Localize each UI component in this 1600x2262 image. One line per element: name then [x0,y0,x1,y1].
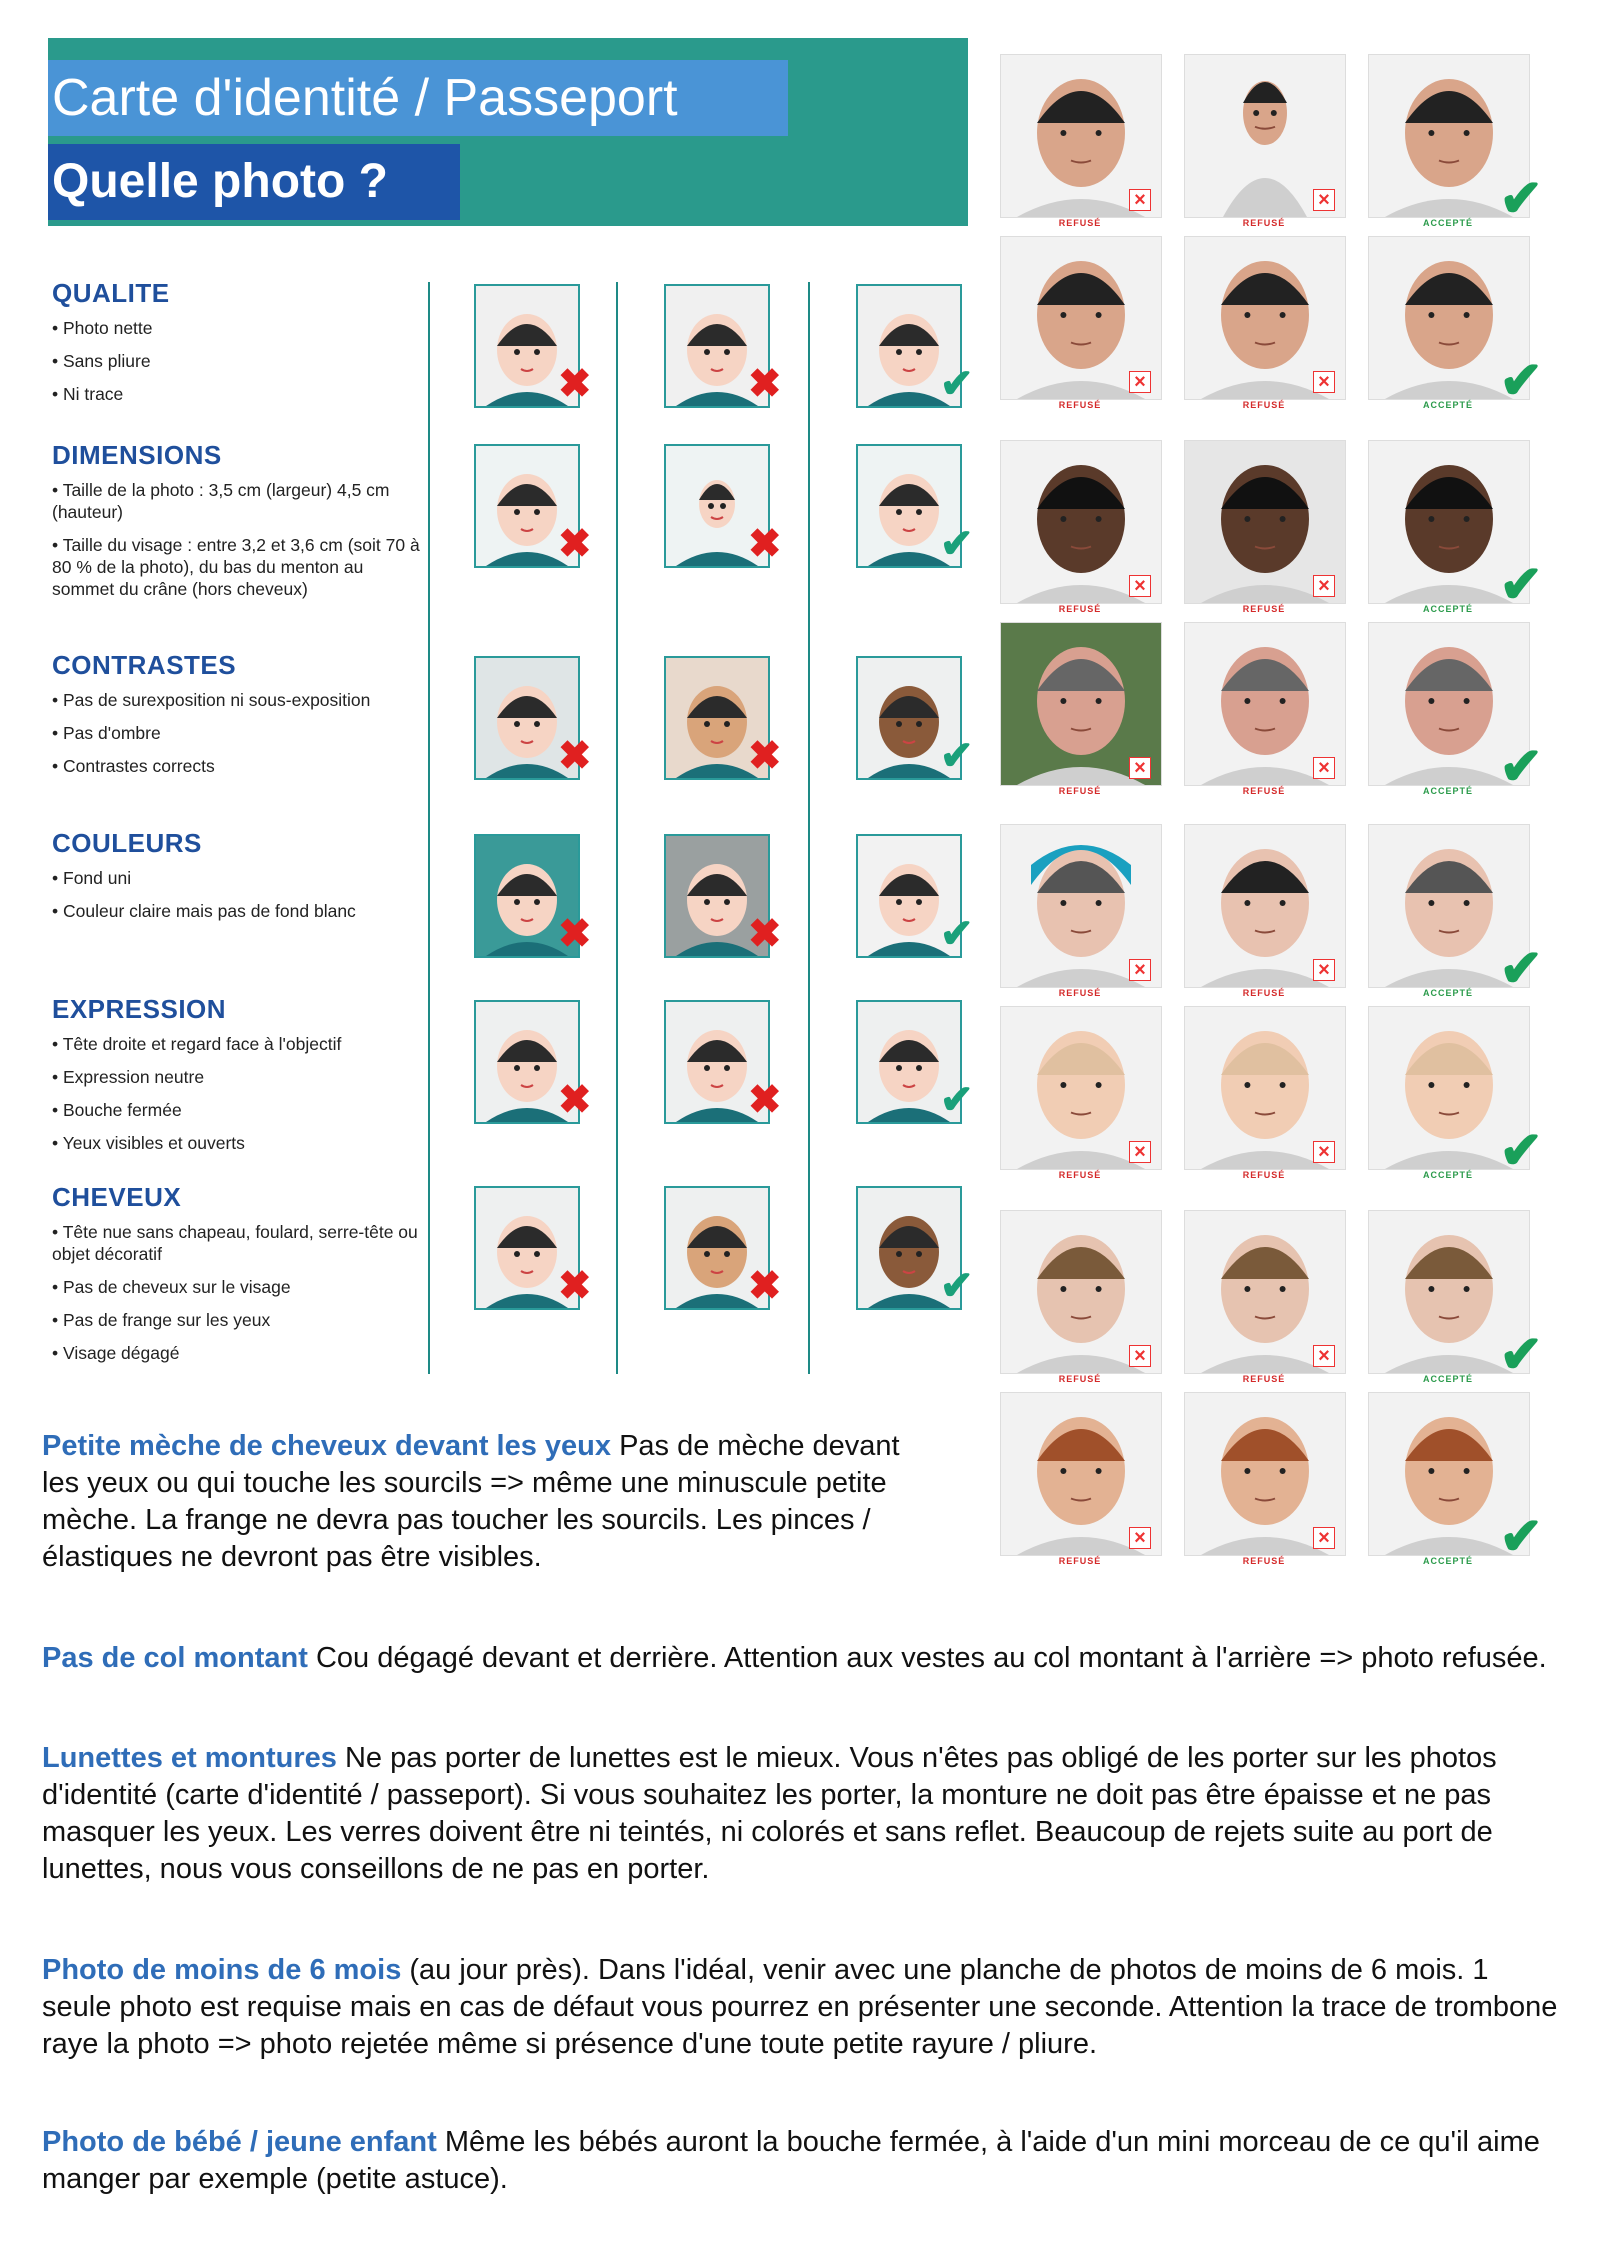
illustration-tile [474,1000,592,1124]
bullet: • Tête nue sans chapeau, foulard, serre-tête ou objet décoratif [52,1221,422,1265]
column-divider [428,282,430,1374]
accepted-check-icon: ✔ [1499,352,1543,410]
illustration-tile [474,656,592,780]
note-lunettes [42,1740,1562,1888]
category-couleurs [52,828,422,933]
example-photo [1184,824,1346,988]
refused-cross-icon: × [1129,189,1151,211]
note-meche [42,1428,932,1576]
bullet: • Expression neutre [52,1066,422,1088]
refused-cross-icon: × [1313,371,1335,393]
column-divider [808,282,810,1374]
accepted-label: ACCEPTÉ [1422,218,1473,228]
refused-cross-icon: × [1129,1345,1151,1367]
note-text: Pas de mèche devant les yeux ou qui touche les sourcils => même une minuscule petite mèche. La frange ne devra pas toucher les sourcils. Les pinces / élastiques ne devront pas être visibles. [42,1430,900,1573]
refused-cross-icon: ✖ [748,1078,782,1122]
bullet: • Couleur claire mais pas de fond blanc [52,900,422,922]
illustration-tile [664,444,782,568]
refused-cross-icon: ✖ [748,734,782,778]
illustration-tile [474,284,592,408]
category-title: CHEVEUX [52,1182,182,1212]
example-photo [1184,1210,1346,1374]
refused-label: REFUSÉ [1242,1556,1286,1566]
bullet: • Bouche fermée [52,1099,422,1121]
refused-cross-icon: × [1313,757,1335,779]
bullet: • Photo nette [52,317,422,339]
refused-label: REFUSÉ [1242,1170,1286,1180]
refused-label: REFUSÉ [1058,1374,1102,1384]
bullet: • Pas d'ombre [52,722,422,744]
illustration-tile [664,1000,782,1124]
category-contrastes [52,650,422,788]
bullet: • Fond uni [52,867,422,889]
refused-label: REFUSÉ [1058,604,1102,614]
bullet: • Sans pliure [52,350,422,372]
note-text: (au jour près). Dans l'idéal, venir avec une planche de photos de moins de 6 mois. 1 seule photo est requise mais en cas de défaut vous pourrez en présenter une seconde. Attention la trace de trombone raye la photo => photo rejetée même si présence d'une toute petite rayure / pliure. [42,1954,1558,2060]
category-title: DIMENSIONS [52,440,222,470]
example-photo [1184,1006,1346,1170]
accepted-label: ACCEPTÉ [1422,1556,1473,1566]
illustration-tile [856,834,974,958]
accepted-check-icon: ✔ [940,1264,974,1308]
illustration-tile [664,834,782,958]
refused-cross-icon: ✖ [748,912,782,956]
note-lead: Photo de bébé / jeune enfant [42,2126,437,2158]
refused-cross-icon: ✖ [748,522,782,566]
example-photo [1184,54,1346,218]
category-title: CONTRASTES [52,650,237,680]
refused-cross-icon: × [1129,371,1151,393]
category-title: EXPRESSION [52,994,227,1024]
example-photo [1000,1210,1162,1374]
illustration-tile [664,656,782,780]
refused-cross-icon: ✖ [558,734,592,778]
refused-label: REFUSÉ [1058,786,1102,796]
page-title: Carte d'identité / Passeport [48,60,788,136]
accepted-label: ACCEPTÉ [1422,988,1473,998]
note-col [42,1640,1562,1677]
accepted-check-icon: ✔ [940,734,974,778]
illustration-tile [856,1186,974,1310]
illustration-tile [474,834,592,958]
header-banner [48,38,968,226]
refused-cross-icon: × [1313,1527,1335,1549]
column-divider [616,282,618,1374]
note-lead: Pas de col montant [42,1642,308,1674]
note-bebe [42,2124,1562,2198]
accepted-check-icon: ✔ [1499,1508,1543,1566]
example-photo [1000,622,1162,786]
refused-cross-icon: ✖ [558,912,592,956]
refused-label: REFUSÉ [1242,786,1286,796]
illustration-tile [856,656,974,780]
note-text: Même les bébés auront la bouche fermée, à l'aide d'un mini morceau de ce qu'il aime manger par exemple (petite astuce). [42,2126,1540,2195]
category-cheveux [52,1182,422,1375]
accepted-check-icon: ✔ [1499,1122,1543,1180]
accepted-check-icon: ✔ [940,1078,974,1122]
accepted-label: ACCEPTÉ [1422,400,1473,410]
category-title: COULEURS [52,828,202,858]
refused-label: REFUSÉ [1242,604,1286,614]
example-photo [1000,824,1162,988]
bullet: • Visage dégagé [52,1342,422,1364]
refused-cross-icon: × [1129,757,1151,779]
note-lead: Petite mèche de cheveux devant les yeux [42,1430,611,1462]
bullet: • Pas de surexposition ni sous-exposition [52,689,422,711]
bullet: • Ni trace [52,383,422,405]
example-photo [1184,440,1346,604]
refused-label: REFUSÉ [1058,1556,1102,1566]
accepted-check-icon: ✔ [1499,940,1543,998]
bullet: • Tête droite et regard face à l'objectif [52,1033,422,1055]
refused-label: REFUSÉ [1242,1374,1286,1384]
refused-cross-icon: × [1129,1141,1151,1163]
refused-cross-icon: × [1313,1345,1335,1367]
category-expression [52,994,422,1165]
refused-cross-icon: × [1129,959,1151,981]
example-photo [1184,1392,1346,1556]
bullet: • Taille de la photo : 3,5 cm (largeur) 4,5 cm (hauteur) [52,479,422,523]
category-qualite [52,278,422,416]
bullet: • Taille du visage : entre 3,2 et 3,6 cm (soit 70 à 80 % de la photo), du bas du menton au sommet du crâne (hors cheveux) [52,534,422,600]
accepted-label: ACCEPTÉ [1422,786,1473,796]
refused-cross-icon: × [1129,575,1151,597]
accepted-check-icon: ✔ [940,912,974,956]
example-photo [1000,1006,1162,1170]
accepted-label: ACCEPTÉ [1422,604,1473,614]
illustration-tile [474,444,592,568]
illustration-tile [856,1000,974,1124]
refused-label: REFUSÉ [1242,218,1286,228]
bullet: • Pas de cheveux sur le visage [52,1276,422,1298]
note-text: Cou dégagé devant et derrière. Attention aux vestes au col montant à l'arrière => photo refusée. [315,1642,1547,1674]
refused-cross-icon: ✖ [558,1078,592,1122]
note-lead: Photo de moins de 6 mois [42,1954,402,1986]
accepted-check-icon: ✔ [1499,1326,1543,1384]
illustration-tile [664,1186,782,1310]
page-subtitle: Quelle photo ? [48,144,460,220]
refused-label: REFUSÉ [1058,218,1102,228]
refused-cross-icon: ✖ [558,522,592,566]
note-text: Ne pas porter de lunettes est le mieux. Vous n'êtes pas obligé de les porter sur les photos d'identité (carte d'identité / passeport). Si vous souhaitez les porter, la monture ne doit pas être épaisse et ne pas masquer les yeux. Les verres doivent être ni teintés, ni colorés et sans reflet. Beaucoup de rejets suite au port de lunettes, nous vous conseillons de ne pas en porter. [42,1742,1497,1885]
refused-label: REFUSÉ [1058,988,1102,998]
illustration-tile [474,1186,592,1310]
note-6-mois [42,1952,1562,2063]
accepted-label: ACCEPTÉ [1422,1170,1473,1180]
refused-cross-icon: × [1313,1141,1335,1163]
refused-cross-icon: ✖ [558,362,592,406]
refused-cross-icon: × [1129,1527,1151,1549]
refused-cross-icon: × [1313,189,1335,211]
illustration-tile [856,284,974,408]
accepted-label: ACCEPTÉ [1422,1374,1473,1384]
example-photo [1184,622,1346,786]
example-photo [1000,54,1162,218]
example-photo [1000,440,1162,604]
accepted-check-icon: ✔ [1499,170,1543,228]
category-dimensions [52,440,422,611]
refused-label: REFUSÉ [1242,400,1286,410]
refused-label: REFUSÉ [1242,988,1286,998]
illustration-tile [664,284,782,408]
category-title: QUALITE [52,278,170,308]
accepted-check-icon: ✔ [1499,738,1543,796]
example-photo [1184,236,1346,400]
refused-cross-icon: ✖ [748,362,782,406]
example-photo [1000,1392,1162,1556]
bullet: • Pas de frange sur les yeux [52,1309,422,1331]
refused-cross-icon: × [1313,575,1335,597]
accepted-check-icon: ✔ [940,522,974,566]
accepted-check-icon: ✔ [1499,556,1543,614]
refused-label: REFUSÉ [1058,1170,1102,1180]
accepted-check-icon: ✔ [940,362,974,406]
bullet: • Yeux visibles et ouverts [52,1132,422,1154]
refused-cross-icon: × [1313,959,1335,981]
bullet: • Contrastes corrects [52,755,422,777]
illustration-tile [856,444,974,568]
example-photo [1000,236,1162,400]
note-lead: Lunettes et montures [42,1742,337,1774]
refused-label: REFUSÉ [1058,400,1102,410]
refused-cross-icon: ✖ [558,1264,592,1308]
refused-cross-icon: ✖ [748,1264,782,1308]
